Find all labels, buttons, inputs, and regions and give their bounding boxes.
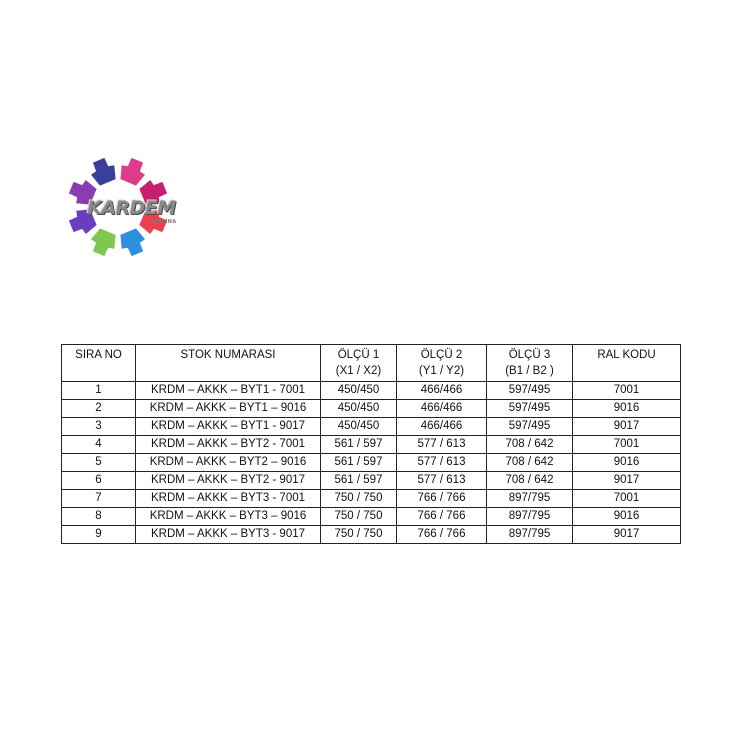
cell-olcu-1: 450/450 <box>321 382 397 400</box>
cell-ral-kodu: 9017 <box>573 418 681 436</box>
cell-olcu-3: 708 / 642 <box>487 454 573 472</box>
kardem-logo <box>58 155 178 265</box>
cell-stok-numarasi: KRDM – AKKK – BYT3 - 7001 <box>136 490 321 508</box>
logo-subtitle: MAKINA <box>152 219 177 225</box>
cell-stok-numarasi: KRDM – AKKK – BYT2 – 9016 <box>136 454 321 472</box>
cell-sira-no: 6 <box>62 472 136 490</box>
cell-olcu-1: 750 / 750 <box>321 526 397 544</box>
table-row <box>62 508 681 526</box>
cell-sira-no: 1 <box>62 382 136 400</box>
cell-sira-no: 3 <box>62 418 136 436</box>
table-row <box>62 382 681 400</box>
table-row <box>62 454 681 472</box>
cell-stok-numarasi: KRDM – AKKK – BYT2 - 7001 <box>136 436 321 454</box>
cell-olcu-2: 577 / 613 <box>397 436 487 454</box>
header-ral-kodu: RAL KODU <box>573 345 681 382</box>
cell-stok-numarasi: KRDM – AKKK – BYT1 - 9017 <box>136 418 321 436</box>
cell-sira-no: 9 <box>62 526 136 544</box>
table-row <box>62 490 681 508</box>
cell-olcu-1: 561 / 597 <box>321 472 397 490</box>
header-olcu-1: ÖLÇÜ 1 (X1 / X2) <box>321 345 397 382</box>
table-row <box>62 436 681 454</box>
cell-olcu-1: 750 / 750 <box>321 508 397 526</box>
cell-stok-numarasi: KRDM – AKKK – BYT1 – 9016 <box>136 400 321 418</box>
cell-olcu-3: 897/795 <box>487 508 573 526</box>
cell-stok-numarasi: KRDM – AKKK – BYT3 - 9017 <box>136 526 321 544</box>
gear-segment <box>91 158 116 186</box>
gear-segment <box>91 228 116 256</box>
cell-olcu-2: 577 / 613 <box>397 454 487 472</box>
cell-ral-kodu: 7001 <box>573 382 681 400</box>
cell-olcu-1: 450/450 <box>321 400 397 418</box>
cell-olcu-2: 766 / 766 <box>397 490 487 508</box>
table-row <box>62 418 681 436</box>
cell-sira-no: 4 <box>62 436 136 454</box>
cell-olcu-3: 897/795 <box>487 490 573 508</box>
cell-olcu-2: 766 / 766 <box>397 526 487 544</box>
cell-ral-kodu: 9016 <box>573 400 681 418</box>
cell-ral-kodu: 7001 <box>573 436 681 454</box>
cell-stok-numarasi: KRDM – AKKK – BYT1 - 7001 <box>136 382 321 400</box>
gear-segment <box>120 228 145 256</box>
table-header-row <box>62 345 681 382</box>
cell-stok-numarasi: KRDM – AKKK – BYT2 - 9017 <box>136 472 321 490</box>
cell-olcu-2: 766 / 766 <box>397 508 487 526</box>
cell-stok-numarasi: KRDM – AKKK – BYT3 – 9016 <box>136 508 321 526</box>
cell-olcu-3: 597/495 <box>487 418 573 436</box>
logo-wordmark: KARDEM <box>87 197 176 219</box>
cell-sira-no: 5 <box>62 454 136 472</box>
cell-ral-kodu: 9016 <box>573 454 681 472</box>
cell-sira-no: 8 <box>62 508 136 526</box>
cell-ral-kodu: 9017 <box>573 472 681 490</box>
cell-olcu-2: 466/466 <box>397 382 487 400</box>
table-row <box>62 526 681 544</box>
cell-olcu-3: 597/495 <box>487 382 573 400</box>
cell-olcu-3: 708 / 642 <box>487 472 573 490</box>
cell-olcu-1: 561 / 597 <box>321 436 397 454</box>
header-olcu-3: ÖLÇÜ 3 (B1 / B2 ) <box>487 345 573 382</box>
cell-olcu-3: 897/795 <box>487 526 573 544</box>
cell-ral-kodu: 9016 <box>573 508 681 526</box>
cell-olcu-1: 750 / 750 <box>321 490 397 508</box>
cell-olcu-2: 466/466 <box>397 400 487 418</box>
cell-olcu-1: 450/450 <box>321 418 397 436</box>
cell-ral-kodu: 9017 <box>573 526 681 544</box>
stock-table <box>61 344 681 544</box>
header-olcu-2: ÖLÇÜ 2 (Y1 / Y2) <box>397 345 487 382</box>
cell-olcu-3: 708 / 642 <box>487 436 573 454</box>
cell-ral-kodu: 7001 <box>573 490 681 508</box>
cell-sira-no: 2 <box>62 400 136 418</box>
table-row <box>62 472 681 490</box>
header-stok-numarasi: STOK NUMARASI <box>136 345 321 382</box>
header-sira-no: SIRA NO <box>62 345 136 382</box>
cell-sira-no: 7 <box>62 490 136 508</box>
cell-olcu-1: 561 / 597 <box>321 454 397 472</box>
gear-segment <box>120 158 145 186</box>
cell-olcu-3: 597/495 <box>487 400 573 418</box>
table-row <box>62 400 681 418</box>
cell-olcu-2: 577 / 613 <box>397 472 487 490</box>
cell-olcu-2: 466/466 <box>397 418 487 436</box>
